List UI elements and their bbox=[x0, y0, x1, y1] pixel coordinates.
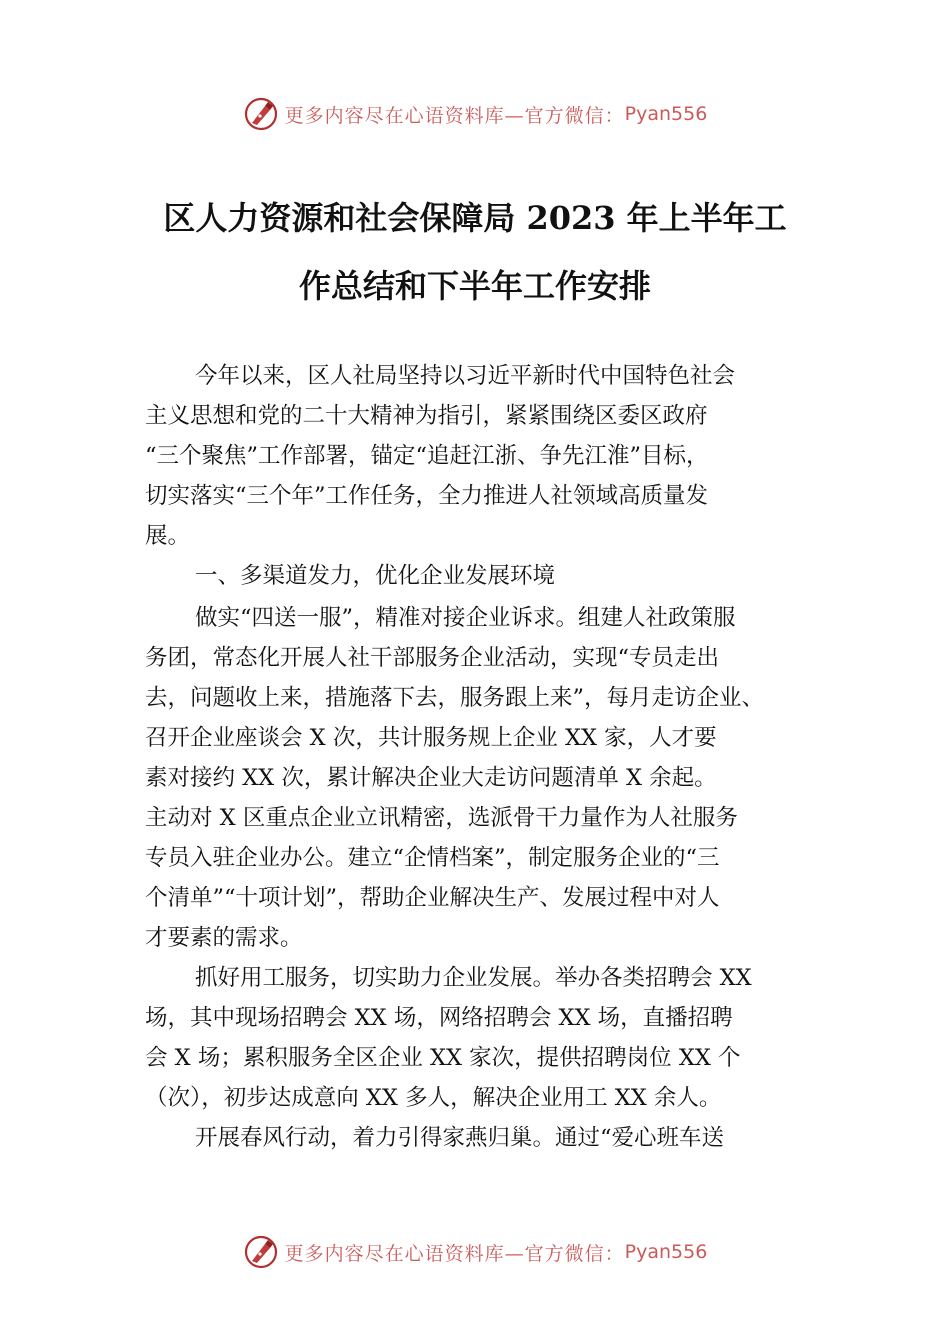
paragraph-line: 务团，常态化开展人社干部服务企业活动，实现“专员走出 bbox=[145, 645, 720, 671]
paragraph-line: 素对接约 XX 次，累计解决企业大走访问题清单 X 余起。 bbox=[145, 765, 717, 791]
paragraph-line: 召开企业座谈会 X 次，共计服务规上企业 XX 家，人才要 bbox=[145, 725, 717, 751]
paragraph-line: 抓好用工服务，切实助力企业发展。举办各类招聘会 XX bbox=[195, 965, 752, 991]
paragraph-line: 场，其中现场招聘会 XX 场，网络招聘会 XX 场，直播招聘 bbox=[145, 1005, 733, 1031]
paragraph-line: 个清单”“十项计划”，帮助企业解决生产、发展过程中对人 bbox=[145, 885, 720, 911]
pen-nib-logo-icon bbox=[243, 1234, 279, 1270]
paragraph-line: 展。 bbox=[145, 523, 191, 549]
document-title bbox=[140, 184, 810, 320]
title-line-1: 区人力资源和社会保障局 2023 年上半年工 bbox=[163, 199, 787, 237]
paragraph-line: 主义思想和党的二十大精神为指引，紧紧围绕区委区政府 bbox=[145, 403, 708, 429]
watermark-wechat-id: Pyan556 bbox=[624, 103, 708, 125]
watermark-wechat-id: Pyan556 bbox=[624, 1241, 708, 1263]
paragraph-line: 开展春风行动，着力引得家燕归巢。通过“爱心班车送 bbox=[195, 1125, 725, 1151]
paragraph-line: 专员入驻企业办公。建立“企情档案”，制定服务企业的“三 bbox=[145, 845, 720, 871]
paragraph-line: 做实“四送一服”，精准对接企业诉求。组建人社政策服 bbox=[195, 605, 736, 631]
header-watermark bbox=[0, 94, 950, 134]
footer-watermark bbox=[0, 1232, 950, 1272]
paragraph-line: 会 X 场；累积服务全区企业 XX 家次，提供招聘岗位 XX 个 bbox=[145, 1045, 741, 1071]
pen-nib-logo-icon bbox=[243, 96, 279, 132]
paragraph-line: 去，问题收上来，措施落下去，服务跟上来”，每月走访企业、 bbox=[145, 685, 765, 711]
document-body bbox=[145, 356, 807, 1158]
section-heading: 一、多渠道发力，优化企业发展环境 bbox=[195, 563, 556, 589]
title-line-2: 作总结和下半年工作安排 bbox=[298, 267, 651, 305]
watermark-text: 更多内容尽在心语资料库—官方微信： bbox=[284, 1242, 625, 1265]
paragraph-line: 主动对 X 区重点企业立讯精密，选派骨干力量作为人社服务 bbox=[145, 805, 738, 831]
paragraph-line: 切实落实“三个年”工作任务，全力推进人社领域高质量发 bbox=[145, 483, 709, 509]
paragraph-line: “三个聚焦”工作部署，锚定“追赶江浙、争先江淮”目标， bbox=[145, 443, 709, 469]
paragraph-line: 才要素的需求。 bbox=[145, 925, 303, 951]
paragraph-line: 今年以来，区人社局坚持以习近平新时代中国特色社会 bbox=[195, 363, 736, 389]
paragraph-line: （次），初步达成意向 XX 多人，解决企业用工 XX 余人。 bbox=[145, 1085, 722, 1111]
watermark-text: 更多内容尽在心语资料库—官方微信： bbox=[284, 104, 625, 127]
